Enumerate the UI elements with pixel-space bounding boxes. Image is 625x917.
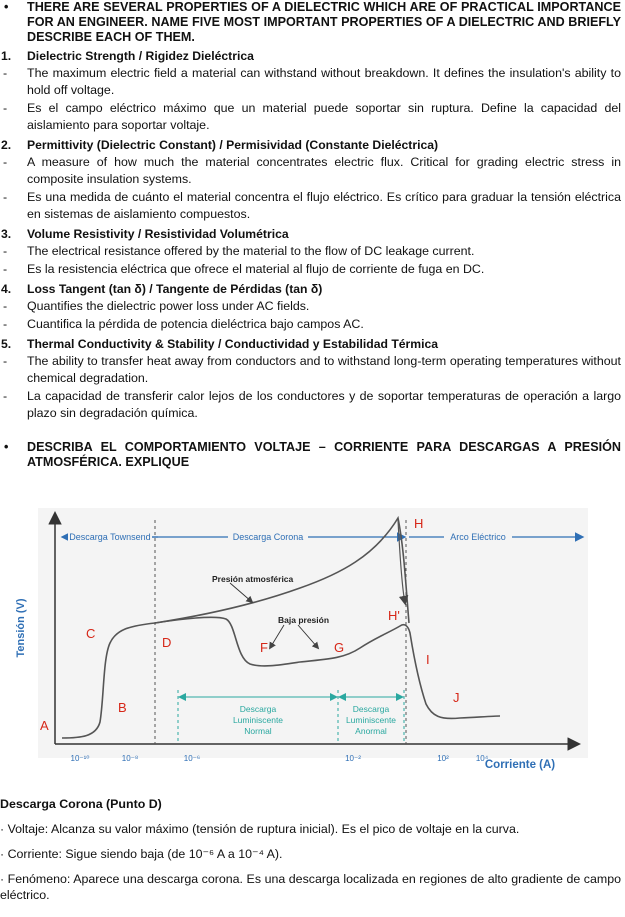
property-number: 3. bbox=[1, 227, 12, 241]
x-tick-label: 10⁻¹⁰ bbox=[70, 754, 90, 763]
list-item: - Es una medida de cuánto el material concentra el flujo eléctrico. Es crítico para graduar la tensión eléctrica en sistemas de aislamiento compuestos. bbox=[3, 190, 621, 221]
property-number: 1. bbox=[1, 49, 12, 63]
x-tick-label: 10⁴ bbox=[475, 754, 489, 763]
note-line: · Corriente: Sigue siendo baja (de 10⁻⁶ A a 10⁻⁴ A). bbox=[0, 847, 283, 861]
list-item: - Cuantifica la pérdida de potencia dieléctrica bajo campos AC. bbox=[3, 317, 364, 331]
point-label: C bbox=[86, 626, 96, 641]
list-item-text: Es el campo eléctrico máximo que un material puede soportar sin ruptura. Define la capacidad del aislamiento para soportar voltaje. bbox=[27, 101, 621, 132]
list-item: - Quantifies the dielectric power loss under AC fields. bbox=[3, 299, 310, 313]
x-tick-label: 10² bbox=[437, 754, 449, 763]
x-axis-label: Corriente (A) bbox=[484, 759, 556, 771]
property-number: 2. bbox=[1, 138, 12, 152]
point-label: G bbox=[334, 640, 345, 655]
notes-title: Descarga Corona (Punto D) bbox=[0, 797, 162, 811]
list-item-text: The electrical resistance offered by the material to the flow of DC leakage current. bbox=[27, 244, 475, 258]
bullet: • bbox=[4, 440, 9, 454]
subregion-label: Descarga bbox=[239, 704, 277, 714]
property-title: Permittivity (Dielectric Constant) / Permisividad (Constante Dieléctrica) bbox=[27, 138, 439, 152]
x-tick-label: 10⁻⁸ bbox=[121, 754, 139, 763]
list-item: - The electrical resistance offered by the material to the flow of DC leakage current. bbox=[3, 244, 475, 258]
note-line: · Voltaje: Alcanza su valor máximo (tensión de ruptura inicial). Es el pico de voltaje en la curva. bbox=[0, 822, 520, 836]
list-item-text: The maximum electric field a material can withstand without breakdown. It defines the insulation's ability to hold off voltage. bbox=[27, 66, 621, 97]
list-item: - Es la resistencia eléctrica que ofrece el material al flujo de corriente de fuga en DC. bbox=[3, 262, 485, 276]
list-item: - The maximum electric field a material can withstand without breakdown. It defines the insulation's ability to hold off voltage. bbox=[3, 66, 621, 97]
property-number: 4. bbox=[1, 282, 12, 296]
list-item: - The ability to transfer heat away from conductors and to withstand long-term operating temperatures without chemical degradation. bbox=[3, 354, 621, 385]
point-label: I bbox=[426, 652, 430, 667]
list-item-text: Es una medida de cuánto el material concentra el flujo eléctrico. Es crítico para graduar la tensión eléctrica en sistemas de aislamiento compuestos. bbox=[27, 190, 621, 221]
list-item-text: La capacidad de transferir calor lejos de los conductores y de soportar temperaturas de operación a largo plazo sin degradación química. bbox=[27, 389, 621, 420]
list-item: - A measure of how much the material concentrates electric flux. Critical for grading electric stress in composite insulation systems. bbox=[3, 155, 621, 186]
series-label: Presión atmosférica bbox=[212, 574, 294, 584]
point-label: F bbox=[260, 640, 268, 655]
property-title: Dielectric Strength / Rigidez Dieléctrica bbox=[27, 49, 254, 63]
question-2 bbox=[0, 440, 625, 470]
property-heading bbox=[0, 336, 625, 352]
question-2-text: DESCRIBA EL COMPORTAMIENTO VOLTAJE – CORRIENTE PARA DESCARGAS A PRESIÓN ATMOSFÉRICA. EXPLIQUE bbox=[27, 440, 621, 469]
subregion-label: Descarga bbox=[352, 704, 390, 714]
list-item-text: Es la resistencia eléctrica que ofrece el material al flujo de corriente de fuga en DC. bbox=[27, 262, 485, 276]
region-label: Descarga Corona bbox=[232, 532, 304, 542]
property-heading bbox=[0, 48, 625, 64]
property-title: Thermal Conductivity & Stability / Conductividad y Estabilidad Térmica bbox=[27, 337, 439, 351]
question-1 bbox=[0, 0, 625, 45]
property-heading bbox=[0, 226, 625, 242]
plot-background bbox=[38, 508, 588, 758]
point-label: H bbox=[414, 516, 424, 531]
list-item-text: Quantifies the dielectric power loss under AC fields. bbox=[27, 299, 310, 313]
question-1-text: THERE ARE SEVERAL PROPERTIES OF A DIELECTRIC WHICH ARE OF PRACTICAL IMPORTANCE FOR AN ENGINEER. NAME FIVE MOST IMPORTANT PROPERTIES OF A DIELECTRIC AND BRIEFLY DESCRIBE EACH OF THEM. bbox=[27, 0, 621, 44]
chart-svg bbox=[0, 498, 625, 788]
list-item: - Es el campo eléctrico máximo que un material puede soportar sin ruptura. Define la capacidad del aislamiento para soportar voltaje. bbox=[3, 101, 621, 132]
subregion-label: Luminiscente bbox=[232, 715, 284, 725]
list-item-text: A measure of how much the material concentrates electric flux. Critical for grading electric stress in composite insulation systems. bbox=[27, 155, 621, 186]
region-label: Arco Eléctrico bbox=[450, 532, 506, 542]
subregion-label: Normal bbox=[244, 726, 272, 736]
property-number: 5. bbox=[1, 337, 12, 351]
subregion-label: Luminiscente bbox=[345, 715, 397, 725]
series-label: Baja presión bbox=[278, 615, 330, 625]
region-label: Descarga Townsend bbox=[69, 532, 151, 542]
bullet: • bbox=[4, 0, 9, 14]
note-line: · Fenómeno: Aparece una descarga corona. Es una descarga localizada en regiones de alto gradiente de campo eléctrico. bbox=[0, 872, 621, 902]
property-title: Loss Tangent (tan δ) / Tangente de Pérdidas (tan δ) bbox=[27, 282, 323, 296]
point-label: J bbox=[453, 690, 460, 705]
point-label: D bbox=[162, 635, 172, 650]
property-heading bbox=[0, 281, 625, 297]
property-title: Volume Resistivity / Resistividad Volumétrica bbox=[27, 227, 289, 241]
property-heading bbox=[0, 137, 625, 153]
notes-section bbox=[0, 796, 625, 912]
point-label: A bbox=[40, 718, 49, 733]
list-item-text: Cuantifica la pérdida de potencia dieléctrica bajo campos AC. bbox=[27, 317, 364, 331]
point-label: B bbox=[118, 700, 127, 715]
list-item-text: The ability to transfer heat away from conductors and to withstand long-term operating temperatures without chemical degradation. bbox=[27, 354, 621, 385]
x-tick-label: 10⁻⁶ bbox=[183, 754, 201, 763]
subregion-label: Anormal bbox=[355, 726, 387, 736]
y-axis-label: Tensión (V) bbox=[15, 598, 27, 658]
x-tick-label: 10⁻² bbox=[345, 754, 361, 763]
list-item: - La capacidad de transferir calor lejos de los conductores y de soportar temperaturas de operación a largo plazo sin degradación química. bbox=[3, 389, 621, 420]
point-label: H' bbox=[388, 608, 400, 623]
vi-discharge-chart bbox=[0, 498, 625, 788]
